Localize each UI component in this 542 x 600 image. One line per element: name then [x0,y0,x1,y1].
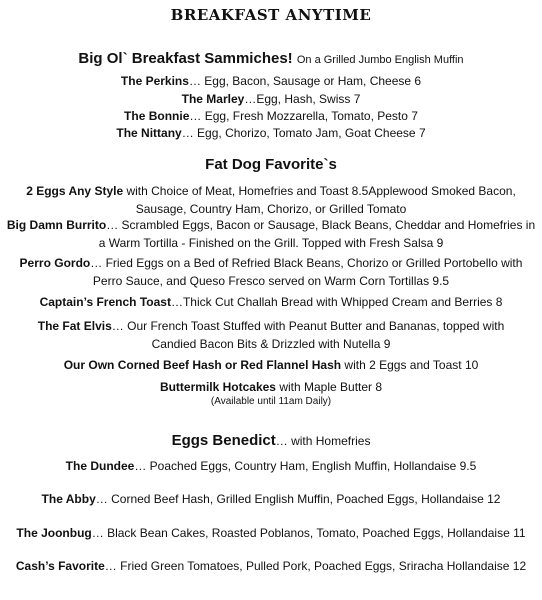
hotcakes-availability-note: (Available until 11am Daily) [210,396,332,407]
item-desc: … Black Bean Cakes, Roasted Poblanos, Tomato, Poached Eggs, Hollandaise 11 [91,526,526,540]
section-heading-sammiches [0,50,542,67]
item-name: Buttermilk Hotcakes [159,380,276,394]
item-name: Cash’s Favorite [15,559,105,573]
menu-item-burrito [2,216,540,252]
section-heading-text: Eggs Benedict [171,432,276,449]
item-desc: with 2 Eggs and Toast 10 [341,358,479,372]
menu-item-corned-beef-hash [0,356,542,374]
menu-item-fat-elvis [14,317,528,353]
item-name: Our Own Corned Beef Hash or Red Flannel Hash [63,358,342,372]
item-desc: … Corned Beef Hash, Grilled English Muffin, Poached Eggs, Hollandaise 12 [95,492,501,506]
item-name: The Nittany [116,126,182,140]
menu-item-hotcakes [0,378,542,396]
menu-title: BREAKFAST ANYTIME [170,6,372,24]
menu-item-joonbug [0,524,542,542]
item-desc: …Thick Cut Challah Bread with Whipped Cream and Berries 8 [170,295,503,309]
section-subheading: On a Grilled Jumbo English Muffin [296,54,464,66]
menu-item-abby [0,490,542,508]
item-desc: … Fried Green Tomatoes, Pulled Pork, Poached Eggs, Sriracha Hollandaise 12 [104,559,527,573]
menu-item-french-toast [0,293,542,311]
menu-item-cashs-favorite [0,557,542,575]
menu-item-nittany [0,124,542,142]
item-desc: … Egg, Chorizo, Tomato Jam, Goat Cheese 7 [181,126,426,140]
item-name: The Perkins [120,74,189,88]
item-name: Perro Gordo [19,256,91,270]
item-desc: … Scrambled Eggs, Bacon or Sausage, Black Beans, Cheddar and Homefries in a Warm Tortilla - Finished on the Grill. Topped with Fresh Salsa 9 [98,218,536,250]
item-desc: with Maple Butter 8 [275,380,383,394]
item-desc: … Poached Eggs, Country Ham, English Muffin, Hollandaise 9.5 [134,459,477,473]
item-name: 2 Eggs Any Style [26,184,124,198]
item-desc: with Choice of Meat, Homefries and Toast 8.5Applewood Smoked Bacon, Sausage, Country Ham, Chorizo, or Grilled Tomato [123,184,516,216]
item-name: The Bonnie [124,109,190,123]
item-name: The Marley [181,92,245,106]
item-name: Big Damn Burrito [6,218,107,232]
menu-item-dundee [0,457,542,475]
section-heading-text: Big Ol` Breakfast Sammiches! [78,50,293,67]
menu-item-perkins [0,72,542,90]
item-name: The Fat Elvis [37,319,112,333]
item-desc: … Our French Toast Stuffed with Peanut Butter and Bananas, topped with Candied Bacon Bits & Drizzled with Nutella 9 [111,319,505,351]
item-desc: … Fried Eggs on a Bed of Refried Black Beans, Chorizo or Grilled Portobello with Perro Sauce, and Queso Fresco served on Warm Corn Tortillas 9.5 [90,256,523,288]
section-subheading: … with Homefries [275,434,371,448]
section-heading-text: Fat Dog Favorite`s [205,156,337,173]
item-name: Captain’s French Toast [39,295,171,309]
item-desc: …Egg, Hash, Swiss 7 [244,92,361,106]
item-name: The Abby [41,492,96,506]
item-desc: … Egg, Fresh Mozzarella, Tomato, Pesto 7 [189,109,418,123]
menu-item-marley [0,90,542,108]
item-name: The Dundee [65,459,135,473]
item-desc: … Egg, Bacon, Sausage or Ham, Cheese 6 [188,74,422,88]
section-heading-benedict [0,432,542,449]
item-name: The Joonbug [16,526,92,540]
section-heading-favorites [0,156,542,173]
menu-item-2-eggs [20,182,522,218]
menu-item-perro-gordo [4,254,538,290]
menu-item-bonnie [0,107,542,125]
